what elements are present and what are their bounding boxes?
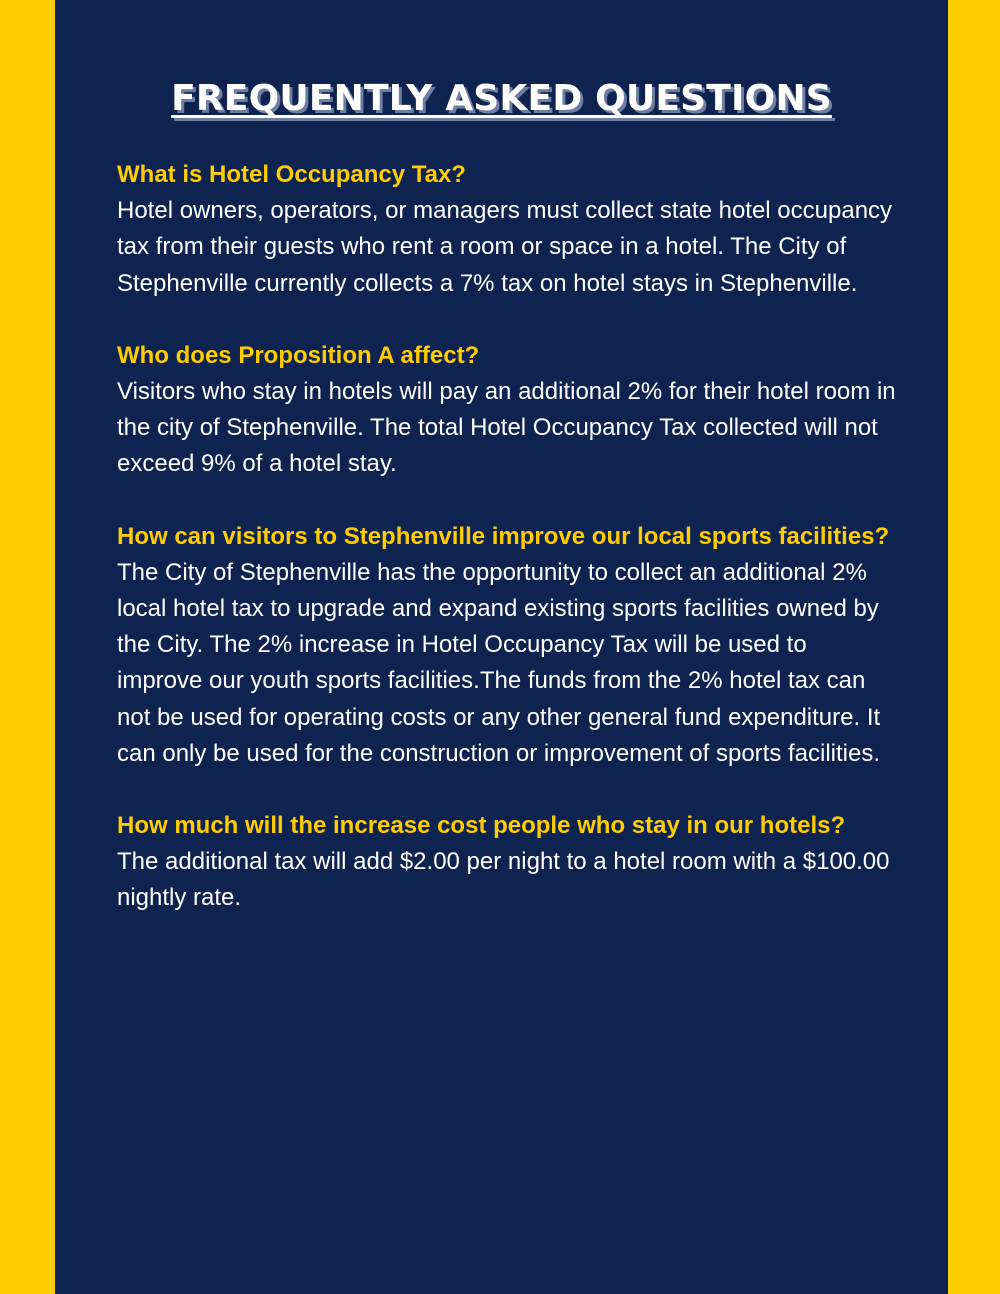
- faq-answer: The City of Stephenville has the opportunity to collect an additional 2% local hotel tax to upgrade and expand existing sports facilities owned by the City. The 2% increase in Hotel Occupancy Tax will be used to improve our youth sports facilities.The funds from the 2% hotel tax can not be used for operating costs or any other general fund expenditure. It can only be used for the construction or improvement of sports facilities.: [117, 558, 881, 767]
- faq-question: How can visitors to Stephenville improve our local sports facilities?: [117, 522, 890, 550]
- faq-question: What is Hotel Occupancy Tax?: [117, 161, 466, 188]
- faq-item-cost: [117, 808, 897, 917]
- faq-answer: Hotel owners, operators, or managers must collect state hotel occupancy tax from their guests who rent a room or space in a hotel. The City of Stephenville currently collects a 7% tax on hotel stays in Stephenville.: [117, 197, 893, 297]
- faq-question: Who does Proposition A affect?: [117, 341, 480, 369]
- faq-item-hotel-occupancy-tax: [117, 157, 897, 302]
- faq-question: How much will the increase cost people who stay in our hotels?: [117, 812, 846, 840]
- faq-item-proposition-a: [117, 338, 897, 483]
- faq-answer: The additional tax will add $2.00 per night to a hotel room with a $100.00 nightly rate.: [117, 848, 890, 912]
- faq-panel: [55, 0, 948, 1294]
- faq-list: [117, 157, 897, 953]
- faq-answer: Visitors who stay in hotels will pay an additional 2% for their hotel room in the city of Stephenville. The total Hotel Occupancy Tax collected will not exceed 9% of a hotel stay.: [117, 378, 896, 478]
- page-title: FREQUENTLY ASKED QUESTIONS: [171, 78, 832, 119]
- faq-item-sports-facilities: [117, 519, 897, 772]
